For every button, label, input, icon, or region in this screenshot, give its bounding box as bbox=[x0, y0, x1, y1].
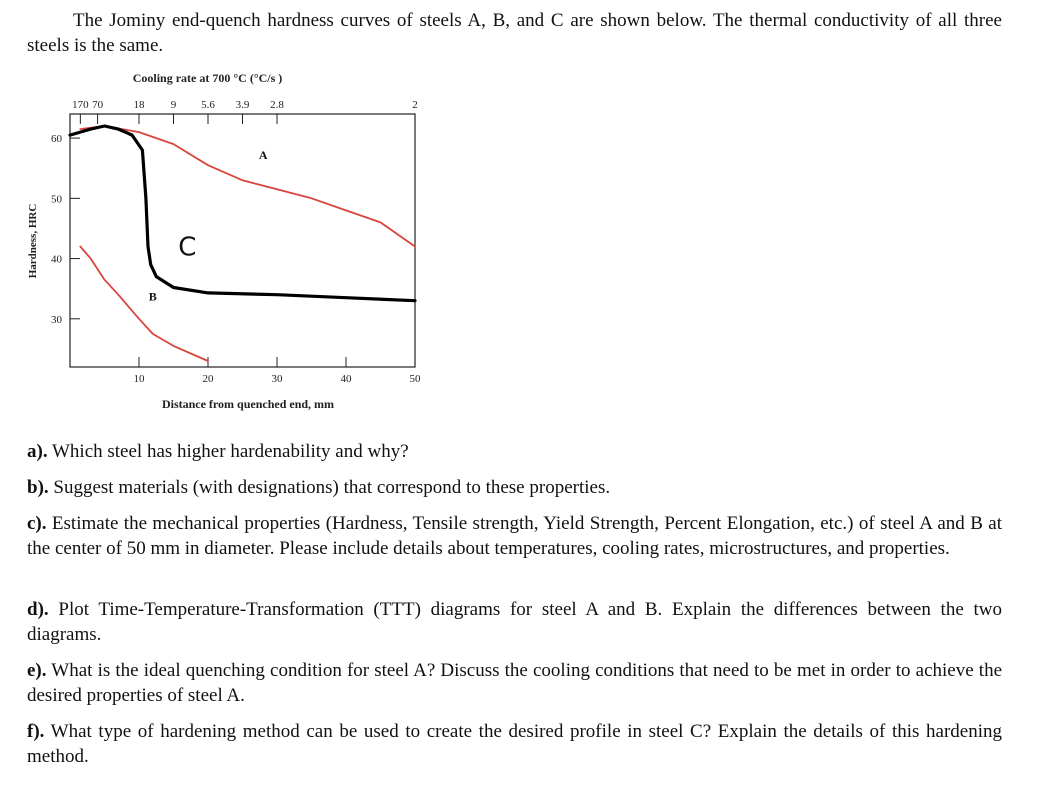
question-c bbox=[27, 511, 1002, 561]
series-label-a: A bbox=[258, 148, 268, 163]
y-tick-label: 40 bbox=[51, 253, 62, 266]
top-tick-label: 9 bbox=[170, 99, 177, 111]
top-tick-label: 2 bbox=[412, 99, 418, 111]
x-tick-label: 50 bbox=[409, 373, 421, 385]
question-b-text: Suggest materials (with designations) that correspond to these properties. bbox=[48, 477, 611, 498]
series-label-c: C bbox=[178, 232, 197, 263]
top-tick-label: 3.9 bbox=[235, 99, 250, 111]
plot-frame bbox=[70, 114, 415, 367]
top-tick-label: 18 bbox=[133, 99, 145, 111]
question-a-label: a). bbox=[27, 441, 48, 462]
question-e-text: What is the ideal quenching condition for steel A? Discuss the cooling conditions that need to be met in order to achieve the desired properties of steel A. bbox=[27, 660, 1002, 706]
intro-text: The Jominy end-quench hardness curves of steels A, B, and C are shown below. The thermal conductivity of all three steels is the same. bbox=[27, 10, 1002, 56]
series-label-b: B bbox=[148, 289, 157, 304]
x-tick-label: 40 bbox=[340, 373, 352, 385]
x-tick-label: 10 bbox=[133, 373, 145, 385]
top-tick-label: 5.6 bbox=[201, 99, 215, 111]
question-f bbox=[27, 719, 1002, 769]
question-c-label: c). bbox=[27, 513, 47, 534]
y-tick-label: 60 bbox=[51, 133, 62, 146]
y-tick-label: 30 bbox=[51, 313, 62, 326]
question-f-text: What type of hardening method can be used to create the desired profile in steel C? Explain the details of this hardening method. bbox=[27, 721, 1002, 767]
top-tick-label: 2.8 bbox=[270, 99, 284, 111]
y-tick-label: 50 bbox=[51, 193, 62, 206]
question-a bbox=[27, 439, 1002, 464]
top-tick-label: 170 bbox=[72, 99, 89, 111]
jominy-chart-svg bbox=[0, 64, 440, 424]
jominy-chart bbox=[0, 64, 440, 424]
question-b-label: b). bbox=[27, 477, 49, 498]
question-e-label: e). bbox=[27, 660, 47, 681]
question-f-label: f). bbox=[27, 721, 45, 742]
top-axis-label: Cooling rate at 700 °C (°C/s ) bbox=[132, 71, 283, 85]
question-c-text: Estimate the mechanical properties (Hardness, Tensile strength, Yield Strength, Percent Elongation, etc.) of steel A and B at the center of 50 mm in diameter. Please include details about temperatures, cooling rates, microstructures, and properties. bbox=[27, 513, 1002, 559]
question-d bbox=[27, 597, 1002, 647]
series-line-a bbox=[80, 126, 415, 247]
series-line-c bbox=[70, 126, 415, 301]
question-d-label: d). bbox=[27, 599, 49, 620]
x-tick-label: 30 bbox=[271, 373, 283, 385]
series-line-b bbox=[80, 247, 208, 362]
y-axis-label: Hardness, HRC bbox=[27, 203, 39, 279]
x-tick-label: 20 bbox=[202, 373, 214, 385]
top-tick-label: 70 bbox=[92, 99, 104, 111]
question-d-text: Plot Time-Temperature-Transformation (TTT) diagrams for steel A and B. Explain the differences between the two diagrams. bbox=[27, 599, 1002, 645]
x-axis-label: Distance from quenched end, mm bbox=[161, 397, 335, 411]
question-e bbox=[27, 658, 1002, 708]
question-b bbox=[27, 475, 1002, 500]
question-a-text: Which steel has higher hardenability and why? bbox=[47, 441, 409, 462]
